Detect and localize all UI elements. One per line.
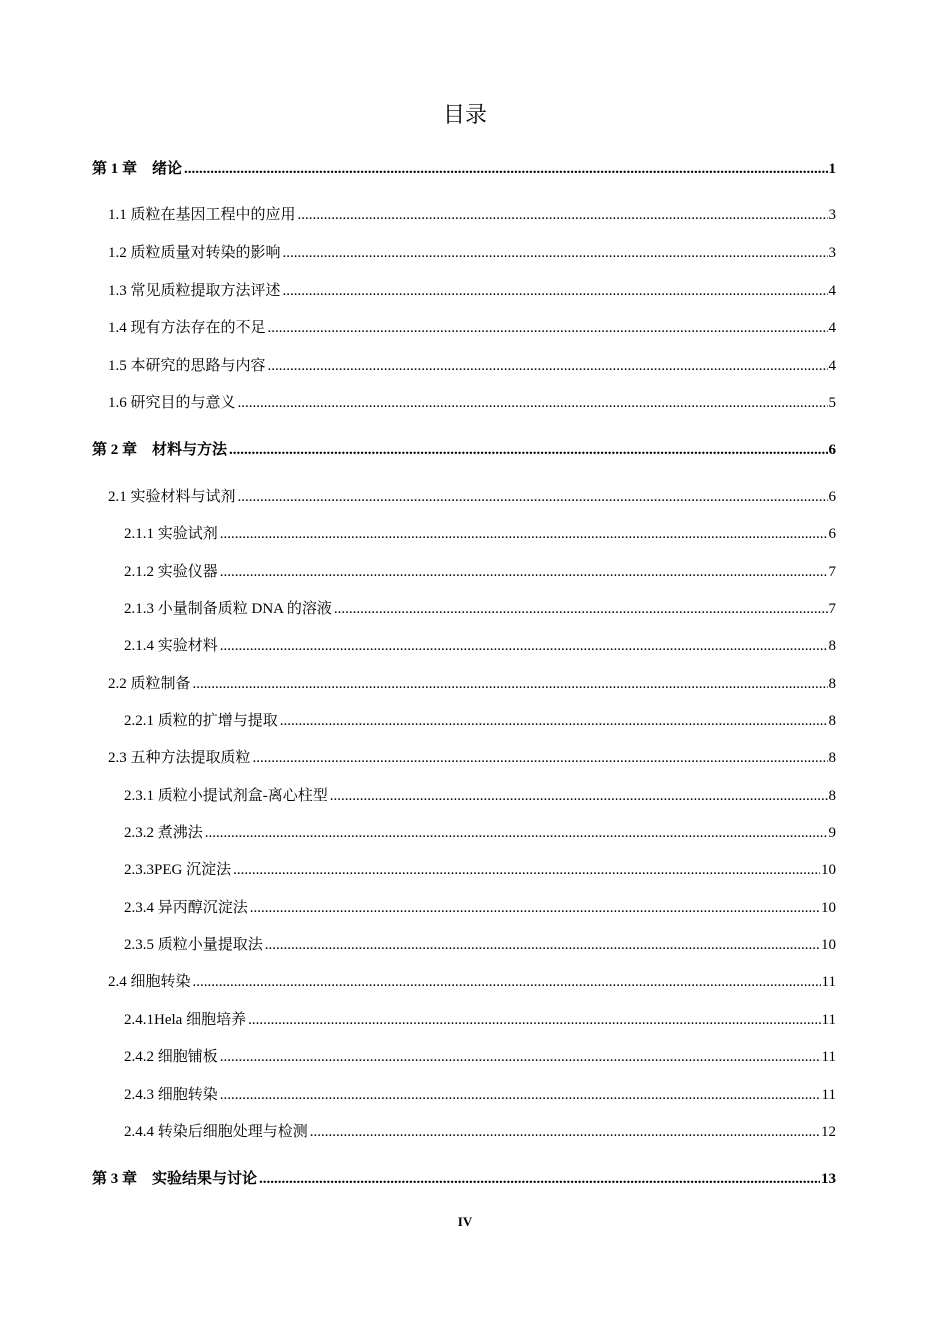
toc-title: 目录 — [442, 103, 487, 128]
toc-entry-page: 10 — [821, 937, 836, 953]
toc-entry-label: 2.1.1 实验试剂 — [124, 526, 218, 542]
toc-entry[interactable] — [124, 786, 836, 806]
toc-entry[interactable] — [108, 487, 836, 507]
toc-leader-dots — [248, 1010, 820, 1030]
toc-leader-dots — [268, 318, 828, 338]
toc-entry[interactable] — [124, 599, 836, 619]
toc-entry-page: 8 — [828, 750, 836, 766]
toc-leader-dots — [238, 393, 828, 413]
toc-entry-label: 1.1 质粒在基因工程中的应用 — [108, 207, 296, 223]
toc-leader-dots — [265, 935, 820, 955]
toc-entry-label: 2.1.2 实验仪器 — [124, 564, 218, 580]
toc-entry-page: 1 — [828, 161, 836, 177]
toc-leader-dots — [330, 786, 828, 806]
toc-entry-label: 2.2.1 质粒的扩增与提取 — [124, 713, 278, 729]
toc-leader-dots — [205, 823, 828, 843]
toc-entry-label: 第 3 章 实验结果与讨论 — [92, 1171, 258, 1187]
toc-leader-dots — [220, 562, 828, 582]
toc-leader-dots — [193, 674, 828, 694]
toc-entry[interactable] — [108, 243, 836, 263]
toc-chapter-entry[interactable] — [92, 1169, 836, 1189]
toc-entry-page: 6 — [828, 489, 836, 505]
toc-entry[interactable] — [124, 524, 836, 544]
toc-entry-page: 3 — [828, 245, 836, 261]
toc-entry[interactable] — [108, 674, 836, 694]
toc-entry-label: 2.4.4 转染后细胞处理与检测 — [124, 1124, 308, 1140]
toc-entry-label: 2.3.3PEG 沉淀法 — [124, 862, 232, 878]
toc-entry-page: 7 — [828, 564, 836, 580]
page-number-footer: IV — [457, 1214, 473, 1229]
toc-entry-page: 7 — [828, 601, 836, 617]
toc-entry-page: 4 — [828, 283, 836, 299]
toc-entry-label: 2.3.2 煮沸法 — [124, 825, 203, 841]
toc-entry[interactable] — [124, 823, 836, 843]
toc-leader-dots — [229, 440, 827, 460]
toc-leader-dots — [280, 711, 828, 731]
toc-entry[interactable] — [124, 711, 836, 731]
toc-entry-page: 11 — [821, 974, 836, 990]
toc-leader-dots — [250, 898, 820, 918]
toc-entry-page: 11 — [821, 1087, 836, 1103]
toc-entry-label: 2.4.3 细胞转染 — [124, 1087, 218, 1103]
toc-entry-page: 8 — [828, 638, 836, 654]
toc-chapter-entry[interactable] — [92, 159, 836, 179]
toc-leader-dots — [253, 748, 828, 768]
toc-entry[interactable] — [124, 1085, 836, 1105]
toc-entry-label: 1.2 质粒质量对转染的影响 — [108, 245, 281, 261]
toc-leader-dots — [193, 972, 821, 992]
toc-entry-label: 2.3 五种方法提取质粒 — [108, 750, 251, 766]
toc-leader-dots — [334, 599, 828, 619]
toc-leader-dots — [310, 1122, 820, 1142]
toc-entry[interactable] — [108, 393, 836, 413]
toc-entry-page: 11 — [821, 1012, 836, 1028]
toc-entry[interactable] — [108, 356, 836, 376]
toc-entry[interactable] — [124, 935, 836, 955]
toc-entry-page: 10 — [821, 900, 836, 916]
toc-entry-page: 6 — [828, 442, 836, 458]
toc-entry-page: 8 — [828, 788, 836, 804]
toc-entry[interactable] — [108, 318, 836, 338]
toc-entry[interactable] — [124, 860, 836, 880]
toc-leader-dots — [259, 1169, 820, 1189]
toc-entry[interactable] — [124, 898, 836, 918]
toc-entry-label: 2.4.1Hela 细胞培养 — [124, 1012, 247, 1028]
toc-entry[interactable] — [124, 562, 836, 582]
toc-entry-label: 1.6 研究目的与意义 — [108, 395, 236, 411]
toc-entry-label: 2.1.3 小量制备质粒 DNA 的溶液 — [124, 601, 332, 617]
toc-entry[interactable] — [124, 1010, 836, 1030]
toc-entry-page: 6 — [828, 526, 836, 542]
toc-entry-page: 10 — [821, 862, 836, 878]
toc-entry[interactable] — [108, 281, 836, 301]
toc-entry-page: 9 — [828, 825, 836, 841]
toc-entry-page: 4 — [828, 358, 836, 374]
toc-chapter-entry[interactable] — [92, 440, 836, 460]
toc-leader-dots — [220, 1085, 821, 1105]
toc-leader-dots — [184, 159, 827, 179]
toc-leader-dots — [233, 860, 820, 880]
toc-leader-dots — [220, 1047, 821, 1067]
toc-entry[interactable] — [108, 972, 836, 992]
toc-leader-dots — [220, 636, 828, 656]
toc-entry-label: 2.4.2 细胞铺板 — [124, 1049, 218, 1065]
toc-entry-page: 4 — [828, 320, 836, 336]
toc-entry-label: 2.3.1 质粒小提试剂盒-离心柱型 — [124, 788, 328, 804]
toc-entry-page: 12 — [821, 1124, 836, 1140]
toc-entry[interactable] — [124, 1122, 836, 1142]
toc-entry-page: 11 — [821, 1049, 836, 1065]
toc-entry-label: 2.1 实验材料与试剂 — [108, 489, 236, 505]
toc-entry-label: 第 2 章 材料与方法 — [92, 442, 228, 458]
toc-entry-label: 1.3 常见质粒提取方法评述 — [108, 283, 281, 299]
toc-entry-page: 13 — [821, 1171, 836, 1187]
toc-leader-dots — [283, 243, 828, 263]
toc-entry[interactable] — [108, 748, 836, 768]
toc-entry-label: 1.4 现有方法存在的不足 — [108, 320, 266, 336]
toc-leader-dots — [220, 524, 828, 544]
toc-leader-dots — [298, 205, 828, 225]
toc-entry-page: 5 — [828, 395, 836, 411]
toc-entry[interactable] — [124, 636, 836, 656]
toc-entry-label: 2.2 质粒制备 — [108, 676, 191, 692]
toc-entry-label: 2.3.4 异丙醇沉淀法 — [124, 900, 248, 916]
toc-entry[interactable] — [108, 205, 836, 225]
toc-leader-dots — [283, 281, 828, 301]
toc-entry-label: 1.5 本研究的思路与内容 — [108, 358, 266, 374]
toc-entry-label: 2.3.5 质粒小量提取法 — [124, 937, 263, 953]
toc-entry-label: 2.1.4 实验材料 — [124, 638, 218, 654]
toc-leader-dots — [238, 487, 828, 507]
toc-entry-page: 8 — [828, 713, 836, 729]
toc-leader-dots — [268, 356, 828, 376]
toc-entry-page: 8 — [828, 676, 836, 692]
toc-entry-page: 3 — [828, 207, 836, 223]
toc-entry-label: 2.4 细胞转染 — [108, 974, 191, 990]
toc-entry-label: 第 1 章 绪论 — [92, 161, 183, 177]
toc-entry[interactable] — [124, 1047, 836, 1067]
